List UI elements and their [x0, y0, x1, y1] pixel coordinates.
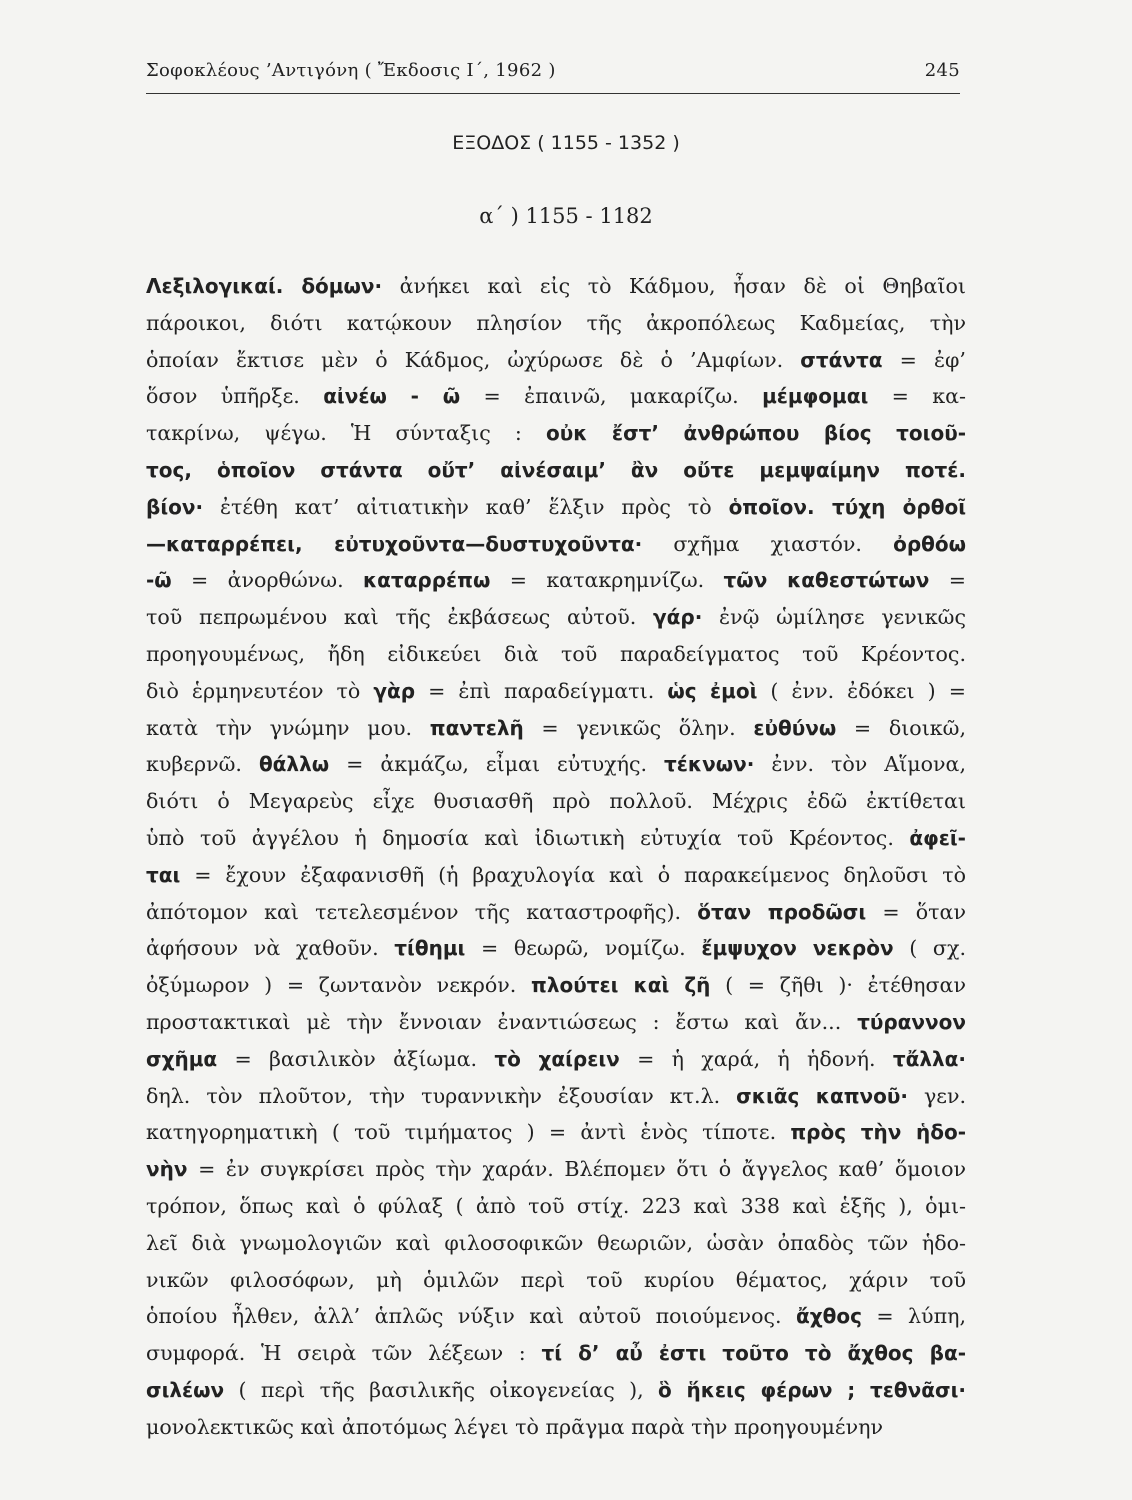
gloss-text: μονολεκτικῶς καὶ ἀποτόμως λέγει τὸ πρᾶγμα παρὰ τὴν προηγουμένην [146, 1414, 883, 1439]
lemma-term: παντελῆ [429, 715, 524, 740]
gloss-text: τοῦ πεπρωμένου καὶ τῆς ἐκβάσεως αὐτοῦ. [146, 605, 654, 630]
gloss-text: = ἐπαινῶ, μακαρίζω. [460, 384, 763, 409]
lemma-term: γὰρ [373, 678, 416, 703]
lemma-term: σιλέων [146, 1377, 225, 1402]
text-line [146, 1298, 966, 1335]
gloss-text: ( περὶ τῆς βασιλικῆς οἰκογενείας ), [224, 1377, 658, 1402]
text-line [146, 415, 966, 452]
gloss-text: = ἡ χαρά, ἡ ἡδονή. [619, 1046, 893, 1071]
gloss-text: = γενικῶς ὅλην. [523, 715, 754, 740]
gloss-text: ὁποίου ἦλθεν, ἀλλ’ ἁπλῶς νύξιν καὶ αὐτοῦ ποιούμενος. [146, 1304, 796, 1329]
lemma-term: ὃ ἥκεις φέρων ; τεθνᾶσι· [657, 1377, 966, 1402]
gloss-text: δηλ. τὸν πλοῦτον, τὴν τυραννικὴν ἐξουσίαν κτ.λ. [146, 1083, 737, 1108]
text-line [146, 305, 966, 342]
text-line [146, 930, 966, 967]
text-line [146, 1372, 966, 1409]
gloss-text: ἀφήσουν νὰ χαθοῦν. [146, 936, 395, 961]
text-line [146, 1409, 966, 1446]
gloss-text: πάροικοι, διότι κατῴκουν πλησίον τῆς ἀκροπόλεως Καδμείας, τὴν [146, 310, 966, 335]
lemma-term: -ῶ [146, 568, 172, 593]
text-line [146, 599, 966, 636]
text-line [146, 1004, 966, 1041]
text-line [146, 820, 966, 857]
lemma-term: σχῆμα [146, 1046, 218, 1071]
lemma-term: τίθημι [394, 936, 466, 961]
gloss-text: ὑπὸ τοῦ ἀγγέλου ἡ δημοσία καὶ ἰδιωτικὴ εὐτυχία τοῦ Κρέοντος. [146, 825, 910, 850]
text-line [146, 526, 966, 563]
gloss-text: = λύπη, [861, 1304, 966, 1329]
gloss-text: = βασιλικὸν ἀξίωμα. [217, 1046, 495, 1071]
text-line [146, 783, 966, 820]
text-line [146, 1078, 966, 1115]
text-line [146, 1188, 966, 1225]
text-line [146, 967, 966, 1004]
gloss-text: τρόπον, ὅπως καὶ ὁ φύλαξ ( ἀπὸ τοῦ στίχ. 223 καὶ 338 καὶ ἑξῆς ), ὁμι- [146, 1193, 966, 1218]
lemma-term: τύραννον [857, 1009, 966, 1034]
gloss-text: = ὅταν [866, 899, 966, 924]
text-line [146, 1262, 966, 1299]
lemma-term: οὐκ ἔστ’ ἀνθρώπου βίος τοιοῦ- [545, 421, 966, 446]
gloss-text: ( σχ. [893, 936, 966, 961]
section-title: ΕΞΟΔΟΣ ( 1155 - 1352 ) [452, 132, 680, 154]
gloss-text: κυβερνῶ. [146, 752, 259, 777]
text-line [146, 342, 966, 379]
lemma-term: γάρ· [653, 605, 703, 630]
header-rule [146, 93, 960, 94]
gloss-text: σχῆμα χιαστόν. [642, 531, 894, 556]
gloss-text: = διοικῶ, [836, 715, 966, 740]
text-line [146, 562, 966, 599]
lemma-term: ὅταν προδῶσι [697, 899, 867, 924]
gloss-text: = ἀνορθώνω. [171, 568, 363, 593]
lemma-term: τῶν καθεστώτων [723, 568, 930, 593]
lemma-term: ὀρθόω [893, 531, 966, 556]
text-line [146, 1335, 966, 1372]
gloss-text: διότι ὁ Μεγαρεὺς εἶχε θυσιασθῆ πρὸ πολλοῦ. Μέχρις ἐδῶ ἐκτίθεται [146, 789, 966, 814]
lemma-term: ἄχθος [795, 1304, 862, 1329]
lemma-term: θάλλω [258, 752, 330, 777]
gloss-text: ἐτέθη κατ’ αἰτιατικὴν καθ’ ἕλξιν πρὸς τὸ [203, 494, 729, 519]
lemma-term: εὐθύνω [753, 715, 837, 740]
gloss-text: λεῖ διὰ γνωμολογιῶν καὶ φιλοσοφικῶν θεωριῶν, ὡσὰν ὀπαδὸς τῶν ἡδο- [146, 1230, 966, 1255]
lemma-term: τέκνων· [664, 752, 755, 777]
gloss-text: = ἐπὶ παραδείγματι. [415, 678, 668, 703]
lemma-term: πλούτει καὶ ζῆ [531, 973, 711, 998]
gloss-text: νικῶν φιλοσόφων, μὴ ὁμιλῶν περὶ τοῦ κυρίου θέματος, χάριν τοῦ [146, 1267, 966, 1292]
text-line [146, 378, 966, 415]
text-line [146, 894, 966, 931]
lemma-term: ὡς ἐμοὶ [667, 678, 758, 703]
text-line [146, 1041, 966, 1078]
lemma-term: τί δ’ αὖ ἐστι τοῦτο τὸ ἄχθος βα- [541, 1341, 966, 1366]
gloss-text: ὀξύμωρον ) = ζωντανὸν νεκρόν. [146, 973, 531, 998]
gloss-text: = θεωρῶ, νομίζω. [465, 936, 702, 961]
gloss-text: = ἐν συγκρίσει πρὸς τὴν χαράν. Βλέπομεν ὅτι ὁ ἄγγελος καθ’ ὅμοιον [187, 1157, 966, 1182]
section-subtitle: α΄ ) 1155 - 1182 [479, 204, 653, 228]
gloss-text: ἀνήκει καὶ εἰς τὸ Κάδμου, ἦσαν δὲ οἱ Θηβαῖοι [382, 274, 966, 298]
gloss-text: = ἐφ’ [882, 347, 966, 372]
lemma-term: σκιᾶς καπνοῦ· [736, 1083, 908, 1108]
text-line [146, 1114, 966, 1151]
lemma-term: ἔμψυχον νεκρὸν [701, 936, 894, 961]
lemma-term: πρὸς τὴν ἡδο- [790, 1120, 966, 1145]
page-number: 245 [924, 60, 960, 81]
gloss-text: = ἔχουν ἐξαφανισθῆ (ἡ βραχυλογία καὶ ὁ παρακείμενος δηλοῦσι τὸ [180, 862, 966, 887]
lemma-term: ἀφεῖ- [909, 825, 966, 850]
lemma-term: ὁποῖον. τύχη ὀρθοῖ [728, 494, 966, 519]
text-line [146, 746, 966, 783]
lemma-term: τἄλλα· [892, 1046, 966, 1071]
commentary-text [146, 268, 966, 1446]
lemma-term: τὸ χαίρειν [494, 1046, 620, 1071]
lemma-term: βίον· [146, 494, 204, 519]
running-head-title: Σοφοκλέους ’Αντιγόνη ( Ἔκδοσις Ι΄, 1962 ) [146, 60, 556, 81]
gloss-text: κατὰ τὴν γνώμην μου. [146, 715, 430, 740]
gloss-text: = ἀκμάζω, εἶμαι εὐτυχής. [329, 752, 665, 777]
text-line [146, 857, 966, 894]
lemma-term: στάντα [800, 347, 883, 372]
gloss-text: ὁποίαν ἔκτισε μὲν ὁ Κάδμος, ὠχύρωσε δὲ ὁ ’Αμφίων. [146, 347, 801, 372]
gloss-text: ἀπότομον καὶ τετελεσμένον τῆς καταστροφῆς). [146, 899, 698, 924]
gloss-text: = [929, 568, 966, 593]
gloss-text: προηγουμένως, ἤδη εἰδικεύει διὰ τοῦ παραδείγματος τοῦ Κρέοντος. [146, 641, 966, 666]
gloss-text: ( = ζῆθι )· ἐτέθησαν [710, 973, 966, 998]
text-line [146, 1225, 966, 1262]
text-line [146, 452, 966, 489]
lemma-term: —καταρρέπει, εὐτυχοῦντα—δυστυχοῦντα· [146, 531, 643, 556]
text-line [146, 673, 966, 710]
lemma-term: τος, ὁποῖον στάντα οὔτ’ αἰνέσαιμ’ ἂν οὔτε μεμψαίμην ποτέ. [146, 457, 966, 482]
gloss-text: ( ἐνν. ἐδόκει ) = [757, 678, 966, 703]
gloss-text: προστακτικαὶ μὲ τὴν ἔννοιαν ἐναντιώσεως : ἔστω καὶ ἄν... [146, 1009, 858, 1034]
gloss-text: κατηγορηματικὴ ( τοῦ τιμήματος ) = ἀντὶ ἑνὸς τίποτε. [146, 1120, 791, 1145]
gloss-text: = κατακρημνίζω. [490, 568, 724, 593]
lemma-term: ται [146, 862, 181, 887]
text-line [146, 489, 966, 526]
text-line [146, 1151, 966, 1188]
text-line [146, 636, 966, 673]
gloss-text: διὸ ἑρμηνευτέον τὸ [146, 678, 374, 703]
lemma-term: Λεξιλογικαί. δόμων· [146, 274, 383, 298]
lemma-term: καταρρέπω [362, 568, 491, 593]
gloss-text: = κα- [868, 384, 966, 409]
gloss-text: ἐνῷ ὡμίλησε γενικῶς [702, 605, 966, 630]
gloss-text: γεν. [907, 1083, 966, 1108]
gloss-text: τακρίνω, ψέγω. Ἡ σύνταξις : [146, 421, 546, 446]
lemma-term: νὴν [146, 1157, 188, 1182]
gloss-text: ἐνν. τὸν Αἵμονα, [754, 752, 966, 777]
lemma-term: αἰνέω - ῶ [323, 384, 461, 409]
text-line [146, 710, 966, 747]
gloss-text: συμφορά. Ἡ σειρὰ τῶν λέξεων : [146, 1341, 542, 1366]
lemma-term: μέμφομαι [762, 384, 869, 409]
gloss-text: ὅσον ὑπῆρξε. [146, 384, 324, 409]
text-line [146, 268, 966, 305]
